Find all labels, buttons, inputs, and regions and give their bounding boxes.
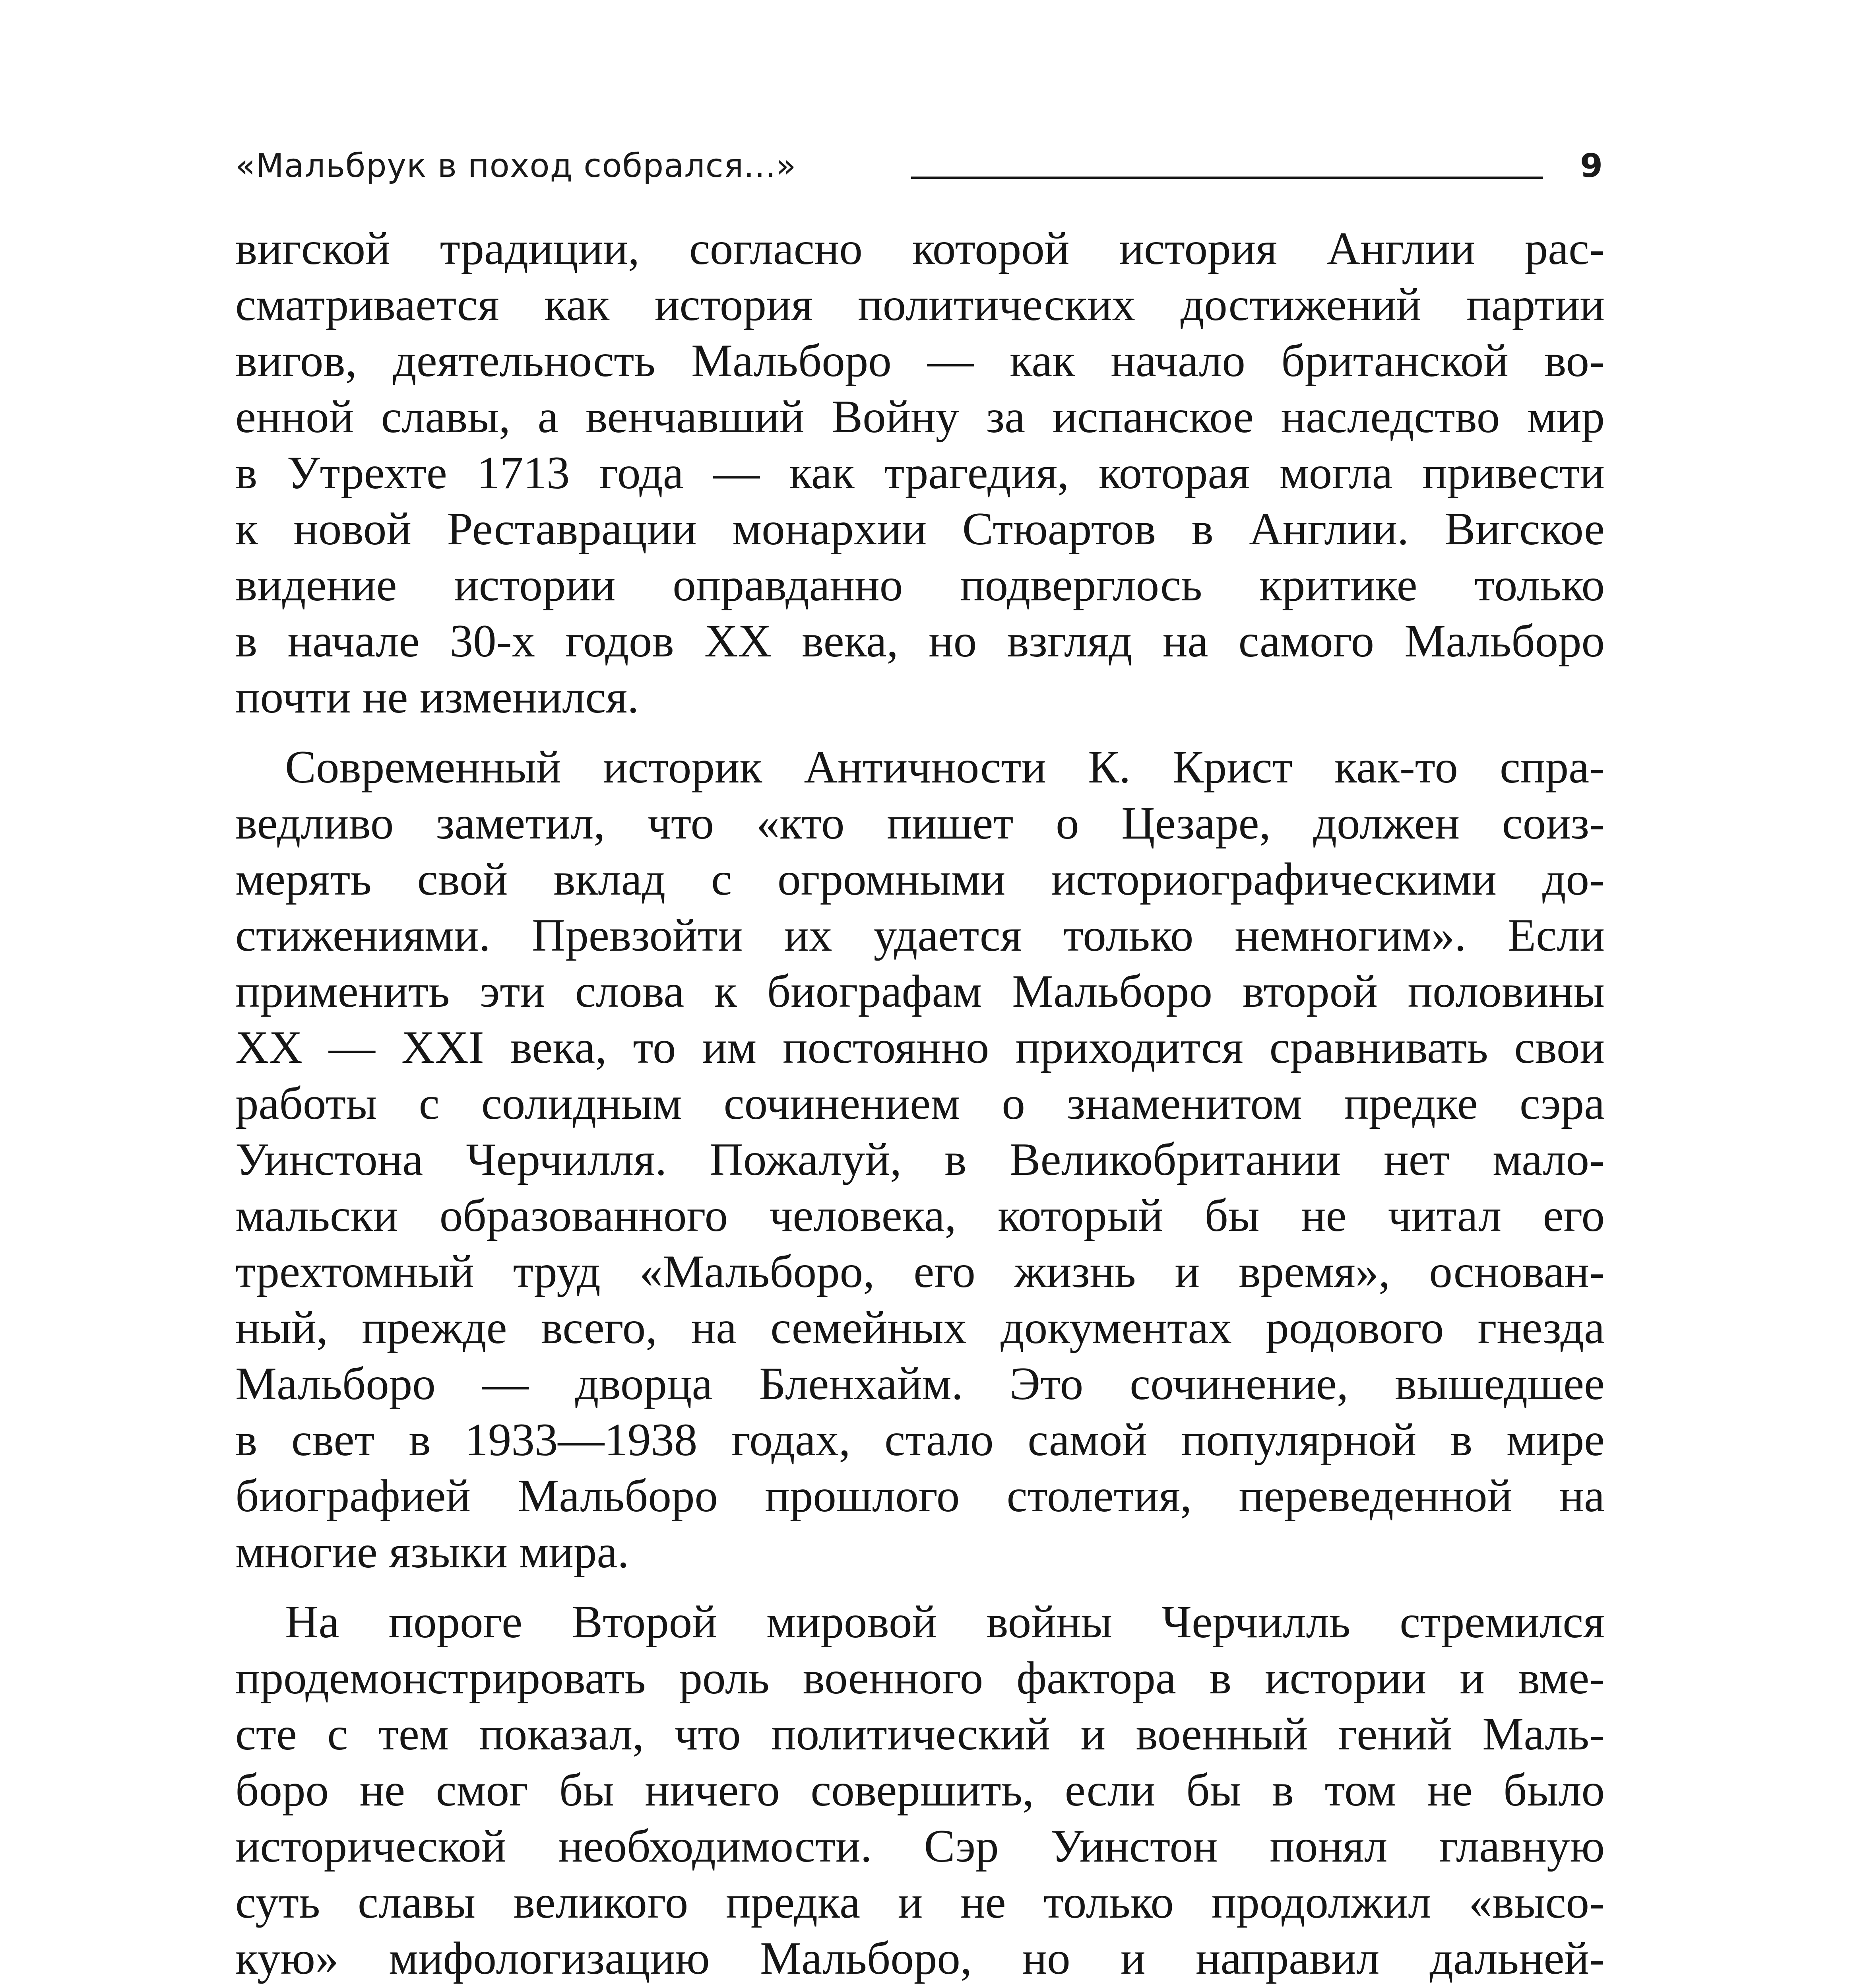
text-line: суть славы великого предка и не только продолжил «высо- bbox=[235, 1877, 1605, 1928]
text-line: применить эти слова к биографам Мальборо второй половины bbox=[235, 966, 1605, 1017]
text-line: Современный историк Античности К. Крист как-то спра- bbox=[285, 742, 1605, 793]
text-line: Уинстона Черчилля. Пожалуй, в Великобритании нет мало- bbox=[235, 1134, 1605, 1185]
paragraph-2 bbox=[235, 739, 1605, 1580]
paragraph-3 bbox=[235, 1594, 1605, 1988]
text-line: стижениями. Превзойти их удается только немногим». Если bbox=[235, 910, 1605, 961]
text-line: кую» мифологизацию Мальборо, но и направил дальней- bbox=[235, 1933, 1605, 1984]
text-line: в начале 30-х годов XX века, но взгляд на самого Мальборо bbox=[235, 615, 1605, 667]
running-head-rule bbox=[911, 177, 1543, 179]
text-line: вигской традиции, согласно которой история Англии рас- bbox=[235, 223, 1605, 274]
text-line: мерять свой вклад с огромными историографическими до- bbox=[235, 854, 1605, 905]
text-line: На пороге Второй мировой войны Черчилль стремился bbox=[285, 1596, 1605, 1648]
text-line: исторической необходимости. Сэр Уинстон понял главную bbox=[235, 1821, 1605, 1872]
text-line: видение истории оправданно подверглось критике только bbox=[235, 559, 1605, 611]
text-line: ный, прежде всего, на семейных документах родового гнезда bbox=[235, 1302, 1605, 1353]
text-line: биографией Мальборо прошлого столетия, переведенной на bbox=[235, 1470, 1605, 1522]
text-line: боро не смог бы ничего совершить, если бы в том не было bbox=[235, 1765, 1605, 1816]
text-line: Мальборо — дворца Бленхайм. Это сочинение, вышедшее bbox=[235, 1358, 1605, 1409]
text-line: сматривается как история политических достижений партии bbox=[235, 279, 1605, 330]
text-line: в свет в 1933—1938 годах, стало самой популярной в мире bbox=[235, 1414, 1605, 1466]
body-text bbox=[235, 221, 1605, 1988]
text-line: вигов, деятельность Мальборо — как начало британской во- bbox=[235, 335, 1605, 386]
text-line: мальски образованного человека, который бы не читал его bbox=[235, 1190, 1605, 1241]
text-line: работы с солидным сочинением о знаменитом предке сэра bbox=[235, 1078, 1605, 1129]
text-line: продемонстрировать роль военного фактора в истории и вме- bbox=[235, 1652, 1605, 1704]
text-line: ведливо заметил, что «кто пишет о Цезаре, должен соиз- bbox=[235, 798, 1605, 849]
text-line: к новой Реставрации монархии Стюартов в Англии. Вигское bbox=[235, 503, 1605, 555]
text-line bbox=[235, 1986, 1605, 1988]
text-line: сте с тем показал, что политический и военный гений Маль- bbox=[235, 1708, 1605, 1760]
text-line: почти не изменился. bbox=[235, 672, 639, 723]
running-head-title: «Мальбрук в поход собрался...» bbox=[235, 147, 797, 185]
page-number: 9 bbox=[1580, 147, 1603, 185]
text-line: многие языки мира. bbox=[235, 1526, 629, 1578]
text-line: енной славы, а венчавший Войну за испанское наследство мир bbox=[235, 391, 1605, 443]
text-line: в Утрехте 1713 года — как трагедия, которая могла привести bbox=[235, 447, 1605, 499]
running-head bbox=[235, 135, 1603, 195]
text-line: трехтомный труд «Мальборо, его жизнь и время», основан- bbox=[235, 1246, 1605, 1297]
text-line: XX — XXI века, то им постоянно приходится сравнивать свои bbox=[235, 1022, 1605, 1073]
paragraph-1 bbox=[235, 221, 1605, 725]
